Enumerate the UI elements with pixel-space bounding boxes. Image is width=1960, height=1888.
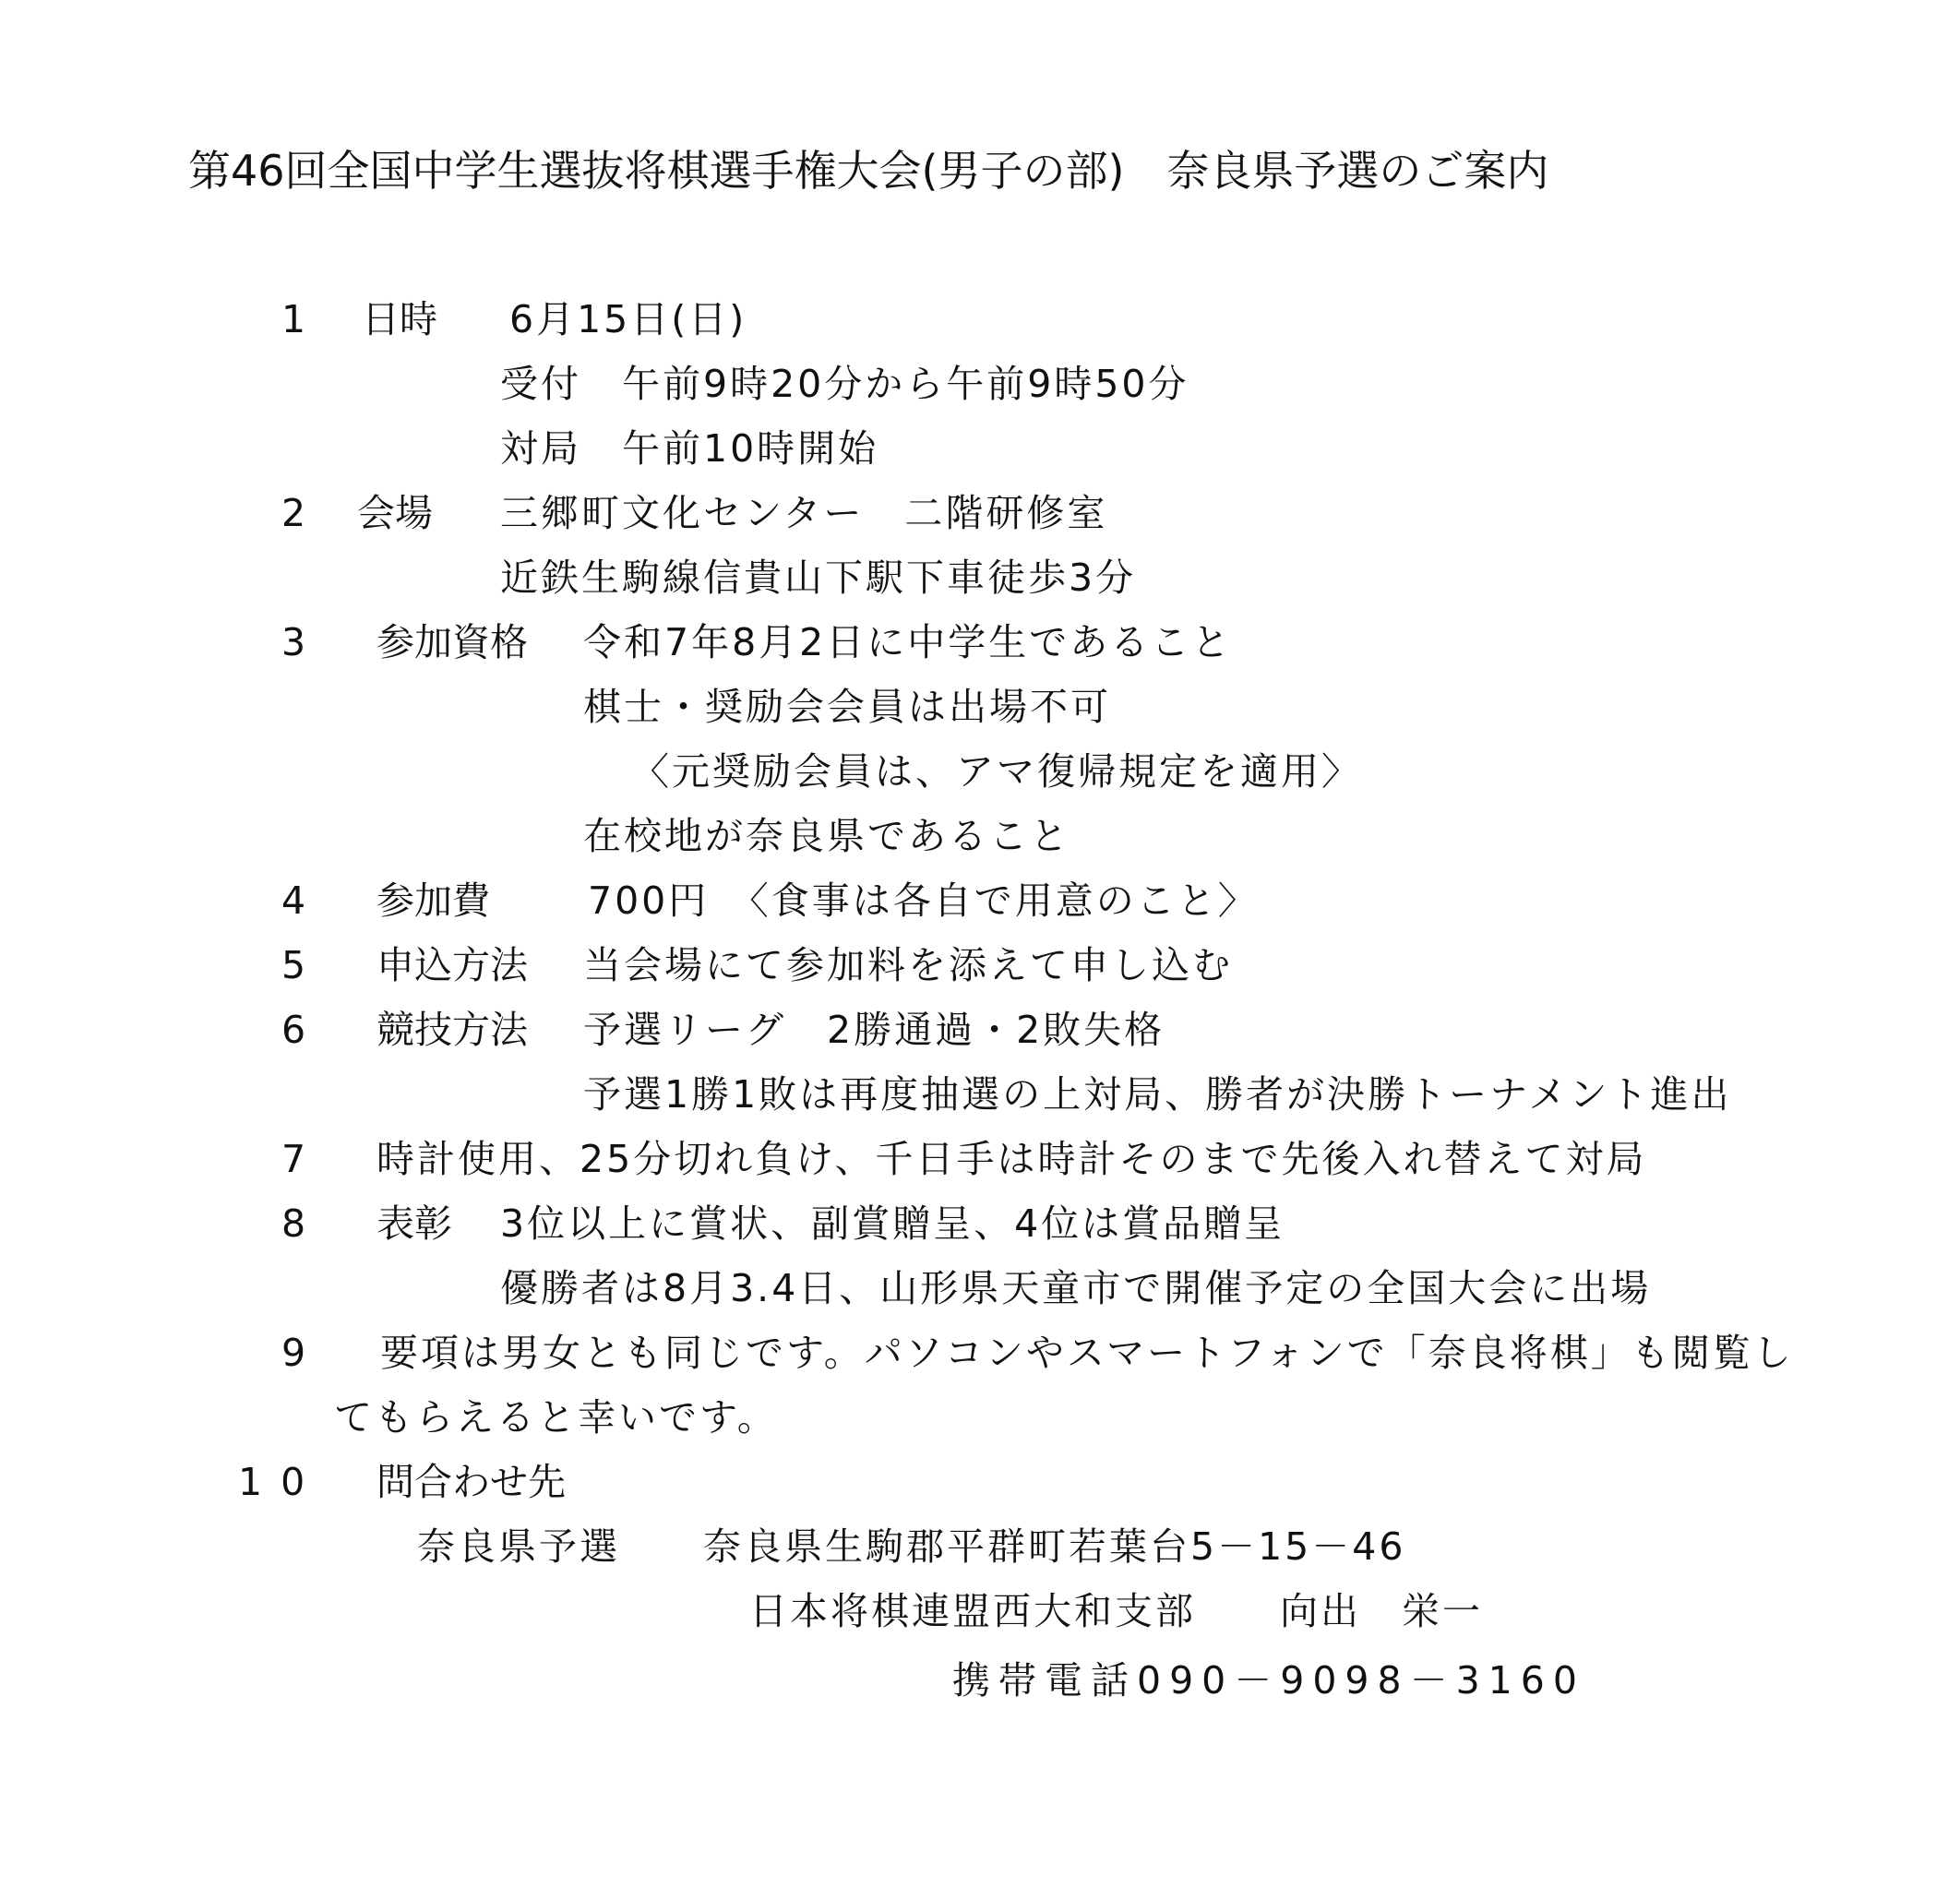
item-format xyxy=(0,1004,1753,1056)
eligibility-note xyxy=(0,681,1753,733)
contact-branch-text: 日本将棋連盟西大和支部 xyxy=(749,1589,1196,1633)
page-title: 第46回全国中学生選抜将棋選手権大会(男子の部) 奈良県予選のご案内 xyxy=(188,146,1549,196)
item-number: 8 xyxy=(281,1201,306,1246)
info-continuation xyxy=(0,1392,1753,1443)
item-number: 1 xyxy=(281,297,306,341)
awards-value: 3位以上に賞状、副賞贈呈、4位は賞品贈呈 xyxy=(500,1201,1285,1246)
item-label: 問合わせ先 xyxy=(376,1460,566,1504)
awards-note-text: 優勝者は8月3.4日、山形県天童市で開催予定の全国大会に出場 xyxy=(500,1266,1652,1310)
item-number: 7 xyxy=(281,1137,306,1181)
format-value: 予選リーグ 2勝通過・2敗失格 xyxy=(583,1008,1165,1052)
fee-value: 700円 〈食事は各自で用意のこと〉 xyxy=(588,878,1259,923)
item-label: 表彰 xyxy=(376,1201,452,1246)
item-contact xyxy=(0,1456,1753,1508)
eligibility-note xyxy=(0,810,1753,862)
eligibility-note-text: 在校地が奈良県であること xyxy=(583,814,1070,858)
venue-access xyxy=(0,552,1753,603)
format-note-text: 予選1勝1敗は再度抽選の上対局、勝者が決勝トーナメント進出 xyxy=(583,1072,1732,1117)
item-number: 2 xyxy=(281,491,306,535)
item-label: 参加資格 xyxy=(376,620,528,664)
info-continuation-text: てもらえると幸いです。 xyxy=(334,1395,778,1440)
game-start-time xyxy=(0,423,1753,474)
contact-person: 向出 栄一 xyxy=(1280,1589,1483,1633)
item-eligibility xyxy=(0,616,1753,668)
eligibility-note xyxy=(0,746,1753,797)
item-label: 参加費 xyxy=(376,878,490,923)
item-number: 10 xyxy=(238,1460,324,1504)
contact-phone-text: 携帯電話090－9098－3160 xyxy=(952,1658,1585,1703)
item-label: 日時 xyxy=(362,297,437,341)
reception-time xyxy=(0,358,1753,410)
item-number: 3 xyxy=(281,620,306,664)
item-label: 競技方法 xyxy=(376,1008,528,1052)
item-number: 5 xyxy=(281,943,306,987)
contact-phone xyxy=(0,1655,1753,1706)
item-label: 申込方法 xyxy=(376,943,528,987)
venue-value: 三郷町文化センター 二階研修室 xyxy=(500,491,1108,535)
contact-branch xyxy=(0,1585,1753,1637)
item-clock xyxy=(0,1133,1753,1185)
game-start-text: 対局 午前10時開始 xyxy=(500,426,879,471)
item-fee xyxy=(0,875,1753,926)
access-text: 近鉄生駒線信貴山下駅下車徒歩3分 xyxy=(500,556,1137,600)
item-awards xyxy=(0,1198,1753,1249)
item-info xyxy=(0,1327,1794,1379)
contact-address-text: 奈良県生駒郡平群町若葉台5－15－46 xyxy=(703,1524,1406,1569)
item-number: 6 xyxy=(281,1008,306,1052)
awards-note xyxy=(0,1262,1753,1314)
format-note xyxy=(0,1069,1753,1120)
item-number: 9 xyxy=(281,1331,306,1375)
contact-address xyxy=(0,1521,1753,1572)
item-venue xyxy=(0,487,1753,539)
reception-text: 受付 午前9時20分から午前9時50分 xyxy=(500,362,1189,406)
item-application xyxy=(0,939,1753,991)
eligibility-note-text: 〈元奨励会員は、アマ復帰規定を適用〉 xyxy=(631,749,1362,794)
info-value: 要項は男女とも同じです。パソコンやスマートフォンで「奈良将棋」も閲覧し xyxy=(380,1331,1794,1375)
application-value: 当会場にて参加料を添えて申し込む xyxy=(583,943,1233,987)
item-number: 4 xyxy=(281,878,306,923)
item-datetime xyxy=(0,293,1753,345)
clock-value: 時計使用、25分切れ負け、千日手は時計そのまで先後入れ替えて対局 xyxy=(376,1137,1647,1181)
eligibility-value: 令和7年8月2日に中学生であること xyxy=(583,620,1233,664)
date-value: 6月15日(日) xyxy=(509,297,747,341)
contact-org-label: 奈良県予選 xyxy=(417,1524,620,1569)
item-label: 会場 xyxy=(357,491,433,535)
eligibility-note-text: 棋士・奨励会会員は出場不可 xyxy=(583,685,1111,729)
